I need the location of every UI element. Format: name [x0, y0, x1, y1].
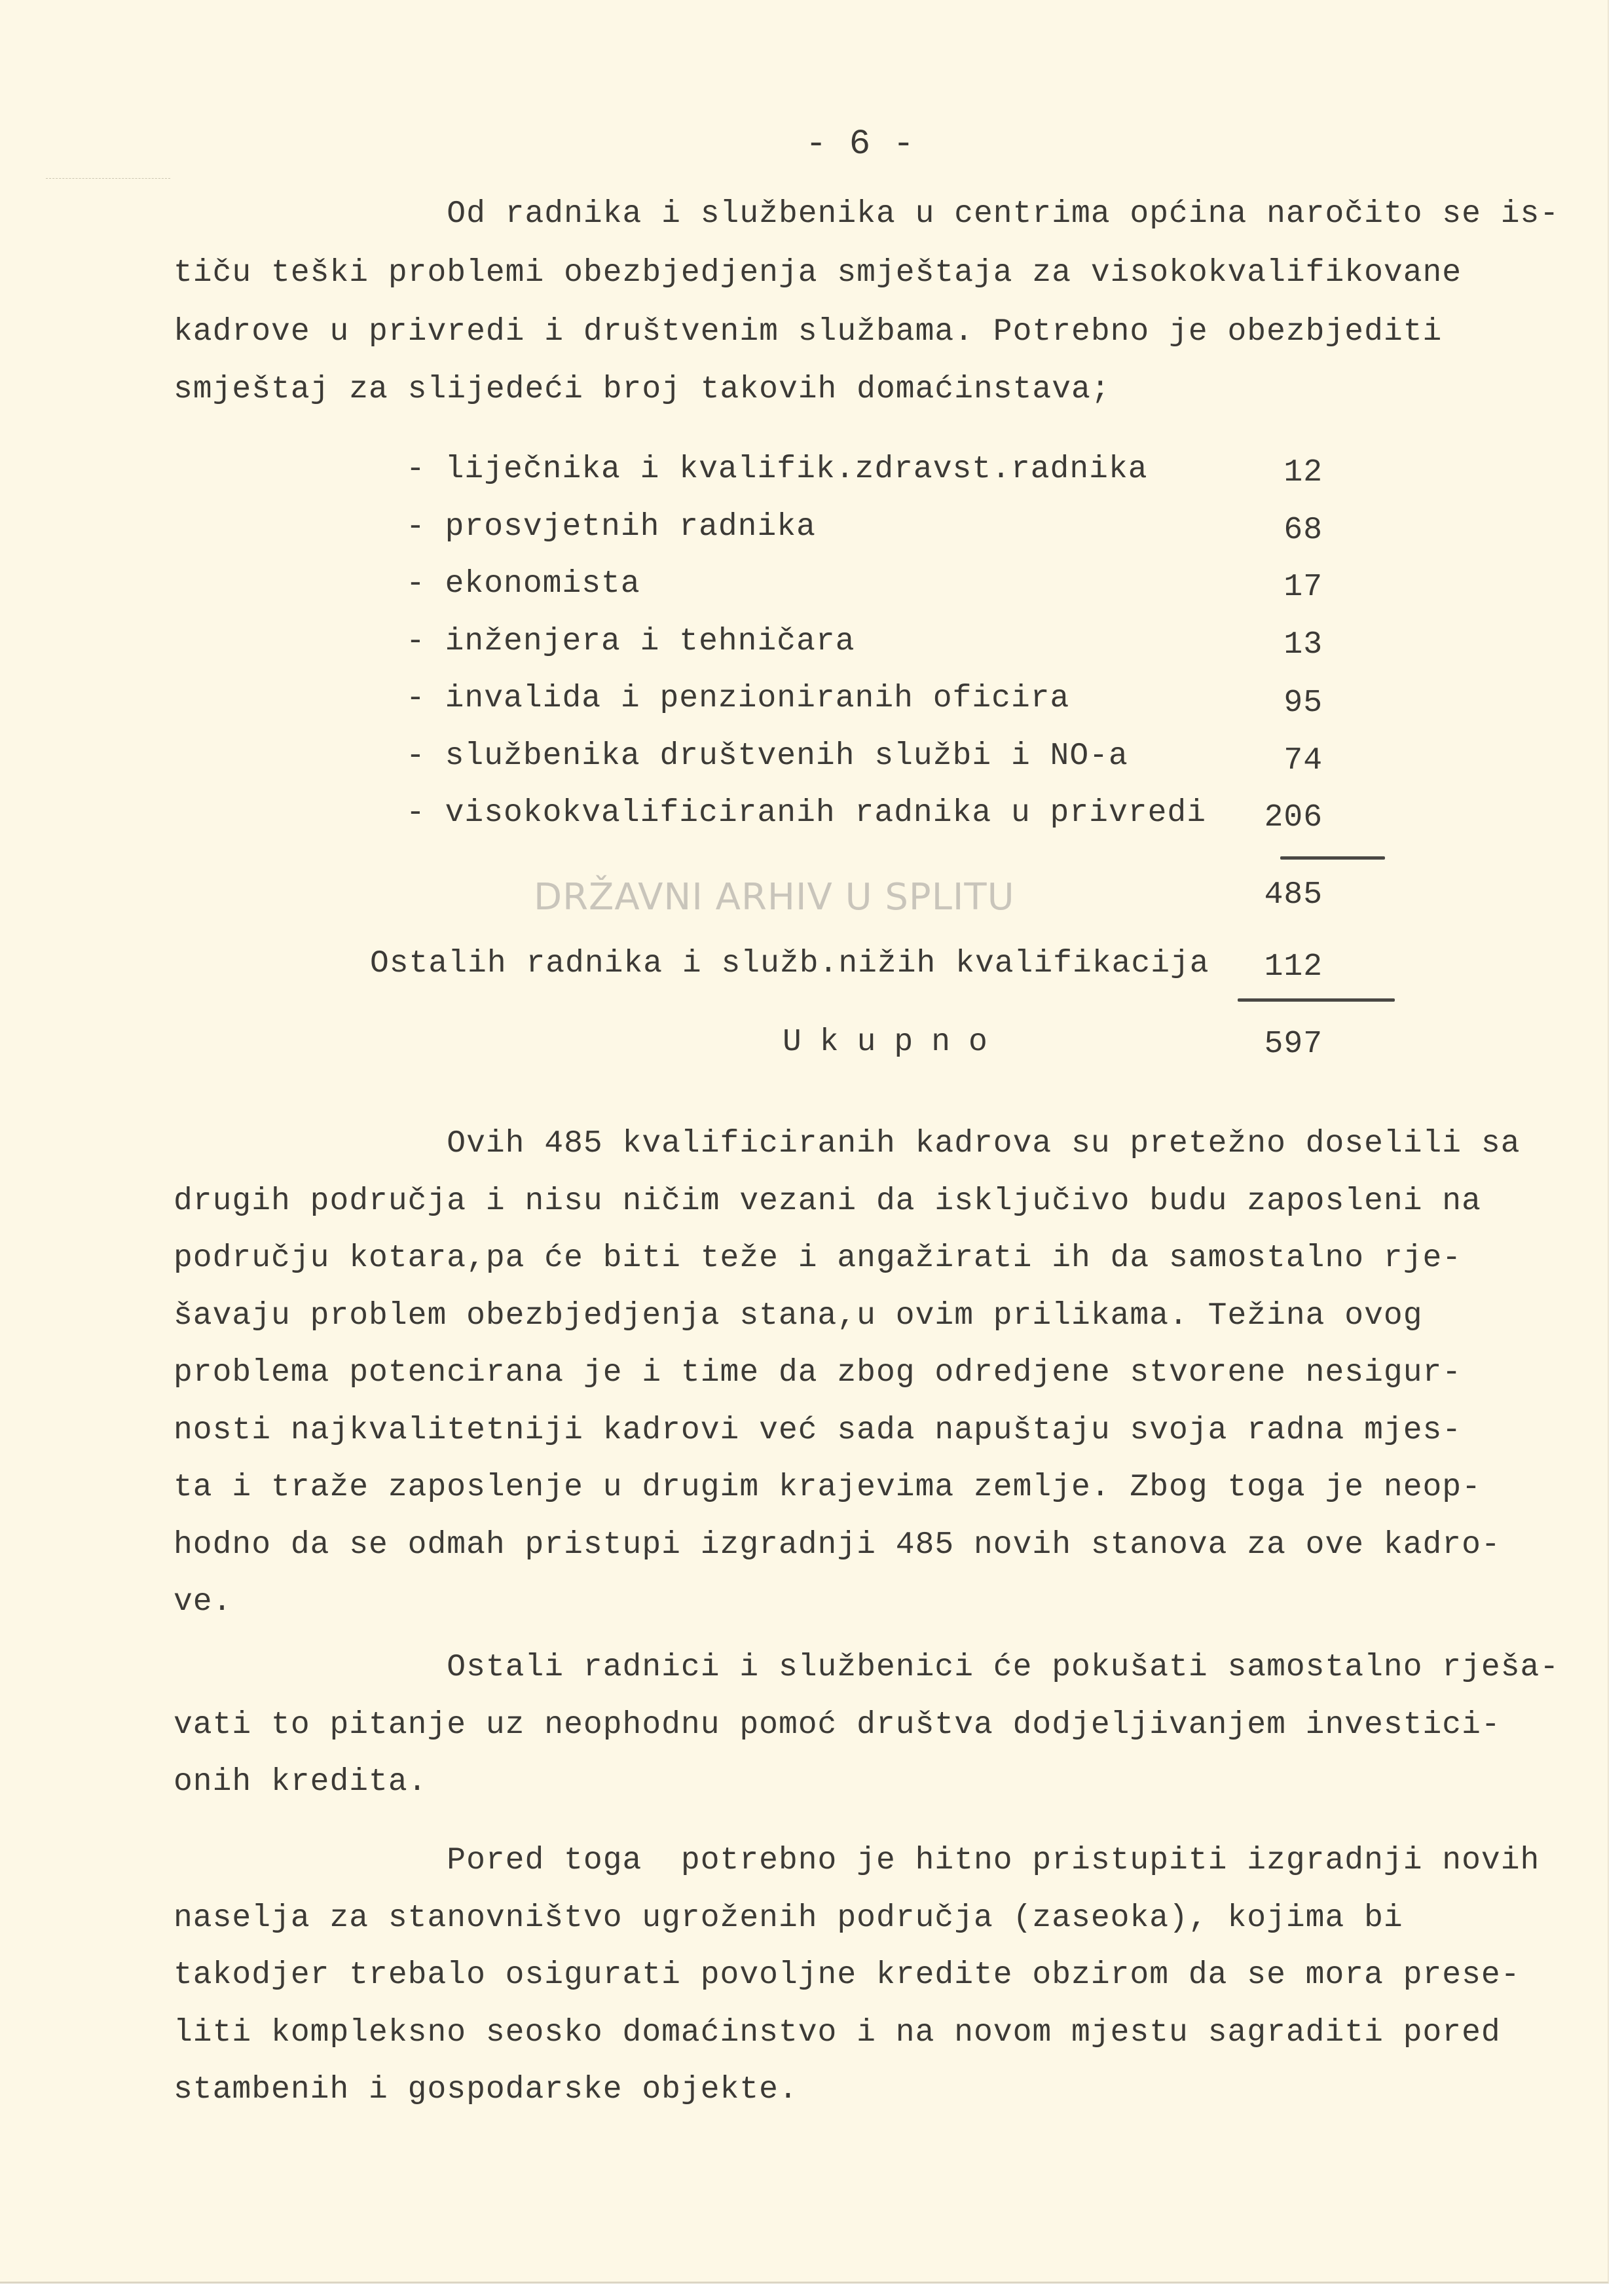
total-rule	[1238, 998, 1395, 1002]
paragraph1-line: tiču teški problemi obezbjedjenja smještaja za visokokvalifikovane	[174, 255, 1462, 291]
table-row-value: 95	[1283, 685, 1323, 721]
paragraph2-line: Ovih 485 kvalificiranih kadrova su pretežno doselili sa	[174, 1126, 1521, 1161]
page-number: - 6 -	[805, 124, 915, 164]
table-row-label: - službenika društvenih službi i NO-a	[406, 738, 1128, 774]
paragraph4-line: stambenih i gospodarske objekte.	[174, 2072, 798, 2107]
paragraph2-line: ve.	[174, 1584, 232, 1620]
paragraph4-line: naselja za stanovništvo ugroženih područja (zaseoka), kojima bi	[174, 1901, 1403, 1936]
subtotal-value: 485	[1264, 877, 1323, 913]
paragraph2-line: području kotara,pa će biti teže i angažirati ih da samostalno rje-	[174, 1241, 1462, 1276]
paragraph2-line: problema potencirana je i time da zbog odredjene stvorene nesigur-	[174, 1355, 1462, 1391]
paragraph2-line: nosti najkvalitetniji kadrovi već sada napuštaju svoja radna mjes-	[174, 1413, 1462, 1448]
subtotal-rule	[1280, 856, 1385, 860]
archive-watermark: DRŽAVNI ARHIV U SPLITU	[534, 876, 1015, 919]
paragraph4-line: liti kompleksno seosko domaćinstvo i na novom mjestu sagraditi pored	[174, 2015, 1501, 2050]
table-row-value: 13	[1283, 627, 1323, 663]
margin-mark	[46, 178, 170, 180]
table-row-value: 206	[1264, 800, 1323, 835]
paragraph3-line: Ostali radnici i službenici će pokušati samostalno rješa-	[174, 1650, 1560, 1685]
paragraph1-line: smještaj za slijedeći broj takovih domaćinstava;	[174, 372, 1111, 407]
table-row-label: - invalida i penzioniranih oficira	[406, 681, 1070, 716]
paragraph3-line: vati to pitanje uz neophodnu pomoć društva dodjeljivanjem investici-	[174, 1707, 1501, 1743]
table-row-label: - prosvjetnih radnika	[406, 509, 816, 545]
table-row-label: - visokokvalificiranih radnika u privredi	[406, 795, 1206, 831]
paragraph3-line: onih kredita.	[174, 1764, 428, 1800]
total-value: 597	[1264, 1027, 1323, 1062]
paragraph2-line: hodno da se odmah pristupi izgradnji 485 novih stanova za ove kadro-	[174, 1527, 1501, 1563]
paragraph2-line: ta i traže zaposlenje u drugim krajevima zemlje. Zbog toga je neop-	[174, 1470, 1481, 1505]
paragraph1-line: Od radnika i službenika u centrima općina naročito se is-	[174, 196, 1560, 232]
table-row-value: 17	[1283, 570, 1323, 605]
paragraph1-line: kadrove u privredi i društvenim službama. Potrebno je obezbjediti	[174, 314, 1443, 350]
table-row-label: - inženjera i tehničara	[406, 624, 855, 659]
table-row-value: 12	[1283, 455, 1323, 490]
table-row-value: 74	[1283, 743, 1323, 778]
total-label: Ukupno	[783, 1025, 1006, 1060]
paragraph2-line: drugih područja i nisu ničim vezani da isključivo budu zaposleni na	[174, 1184, 1481, 1219]
paragraph4-line: Pored toga potrebno je hitno pristupiti izgradnji novih	[174, 1843, 1540, 1878]
other-workers-value: 112	[1264, 949, 1323, 985]
table-row-label: - ekonomista	[406, 566, 640, 602]
table-row-label: - liječnika i kvalifik.zdravst.radnika	[406, 452, 1148, 487]
paragraph4-line: takodjer trebalo osigurati povoljne kredite obzirom da se mora prese-	[174, 1958, 1521, 1993]
paragraph2-line: šavaju problem obezbjedjenja stana,u ovim prilikama. Težina ovog	[174, 1298, 1423, 1334]
table-row-value: 68	[1283, 513, 1323, 548]
other-workers-label: Ostalih radnika i služb.nižih kvalifikacija	[370, 946, 1209, 981]
